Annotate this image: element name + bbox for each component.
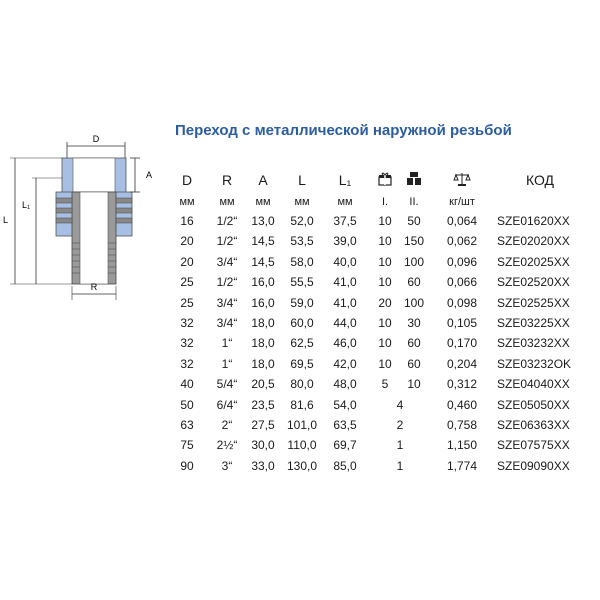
cell-l: 80,0 — [290, 377, 314, 392]
unit-d: мм — [179, 196, 195, 208]
cell-p1: 10 — [378, 356, 392, 371]
cell-pmid: 1 — [396, 438, 404, 453]
cell-l1: 42,0 — [333, 356, 357, 371]
cell-code: SZE07575XX — [497, 438, 570, 453]
cell-w: 0,066 — [446, 275, 478, 290]
cell-code: SZE02520XX — [497, 275, 570, 290]
label-l1: L₁ — [22, 200, 31, 210]
cell-a: 18,0 — [251, 315, 275, 330]
cell-w: 0,204 — [446, 356, 478, 371]
cell-d: 75 — [180, 438, 194, 453]
cell-r: 3/4“ — [216, 295, 238, 310]
cell-p1: 10 — [378, 275, 392, 290]
cell-d: 20 — [180, 234, 194, 249]
cell-a: 16,0 — [251, 275, 275, 290]
cell-p1: 20 — [378, 295, 392, 310]
cell-l: 53,5 — [290, 234, 314, 249]
col-header-a: A — [258, 172, 268, 188]
table-row — [0, 275, 600, 295]
cell-d: 25 — [180, 295, 194, 310]
table-row — [0, 438, 600, 458]
col-header-d: D — [181, 172, 193, 188]
cell-l1: 40,0 — [333, 254, 357, 269]
cell-r: 1“ — [221, 336, 233, 351]
cell-w: 0,170 — [446, 336, 478, 351]
scale-icon — [447, 172, 477, 189]
cell-w: 1,774 — [446, 458, 478, 473]
cell-l1: 63,5 — [333, 417, 357, 432]
data-table — [0, 214, 600, 479]
cell-r: 3/4“ — [216, 315, 238, 330]
cell-code: SZE05050XX — [497, 397, 570, 412]
label-a: A — [146, 170, 153, 180]
cell-l: 59,0 — [290, 295, 314, 310]
cell-l: 58,0 — [290, 254, 314, 269]
unit-pack-inner: I. — [381, 196, 389, 208]
table-row — [0, 255, 600, 275]
col-header-l: L — [298, 172, 306, 188]
unit-weight: кг/шт — [449, 196, 475, 208]
cell-r: 3/4“ — [216, 254, 238, 269]
cell-w: 0,312 — [446, 377, 478, 392]
cell-r: 1/2“ — [216, 234, 238, 249]
cell-l1: 85,0 — [333, 458, 357, 473]
cell-code: SZE03232OK — [497, 356, 572, 371]
cell-a: 27,5 — [251, 417, 275, 432]
cell-d: 40 — [180, 377, 194, 392]
cell-pmid: 4 — [396, 397, 404, 412]
cell-l1: 41,0 — [333, 275, 357, 290]
cell-code: SZE02020XX — [497, 234, 570, 249]
gift-box-icon — [374, 172, 396, 189]
cell-p2: 100 — [403, 295, 425, 310]
cell-d: 32 — [180, 356, 194, 371]
cell-w: 0,105 — [446, 315, 478, 330]
table-row — [0, 214, 600, 234]
cell-a: 13,0 — [251, 214, 275, 228]
cell-code: SZE02525XX — [497, 295, 570, 310]
cell-a: 30,0 — [251, 438, 275, 453]
cell-code: SZE06363XX — [497, 417, 570, 432]
cell-code: SZE02025XX — [497, 254, 570, 269]
table-row — [0, 459, 600, 479]
cell-p2: 10 — [407, 377, 421, 392]
table-row — [0, 316, 600, 336]
cell-l: 52,0 — [290, 214, 314, 228]
cell-a: 14,5 — [251, 254, 275, 269]
cell-d: 63 — [180, 417, 194, 432]
cell-w: 0,758 — [446, 417, 478, 432]
cell-r: 2“ — [221, 417, 233, 432]
cell-d: 32 — [180, 315, 194, 330]
table-row — [0, 296, 600, 316]
cell-d: 20 — [180, 254, 194, 269]
label-l: L — [3, 215, 9, 225]
cell-r: 5/4“ — [216, 377, 238, 392]
table-row — [0, 398, 600, 418]
cell-pmid: 1 — [396, 458, 404, 473]
page-title: Переход с металлической наружной резьбой — [175, 122, 512, 139]
cell-l: 69,5 — [290, 356, 314, 371]
unit-pack-outer: II. — [409, 196, 419, 208]
label-d: D — [92, 134, 100, 144]
cell-l: 60,0 — [290, 315, 314, 330]
cell-p2: 100 — [403, 254, 425, 269]
cell-r: 1/2“ — [216, 275, 238, 290]
cell-pmid: 2 — [396, 417, 404, 432]
unit-r: мм — [219, 196, 235, 208]
cell-p2: 50 — [407, 214, 421, 228]
cell-code: SZE04040XX — [497, 377, 570, 392]
cell-p1: 10 — [378, 336, 392, 351]
cell-a: 16,0 — [251, 295, 275, 310]
cell-l1: 46,0 — [333, 336, 357, 351]
table-row — [0, 357, 600, 377]
cell-code: SZE03225XX — [497, 315, 570, 330]
cell-l: 101,0 — [287, 417, 318, 432]
cell-l1: 37,5 — [333, 214, 357, 228]
table-row — [0, 234, 600, 254]
cell-l: 81,6 — [290, 397, 314, 412]
cell-w: 1,150 — [446, 438, 478, 453]
cell-p1: 10 — [378, 214, 392, 228]
cell-l1: 39,0 — [333, 234, 357, 249]
cell-p2: 60 — [407, 336, 421, 351]
cell-l1: 48,0 — [333, 377, 357, 392]
unit-l: мм — [294, 196, 310, 208]
cell-w: 0,064 — [446, 214, 478, 228]
cell-r: 6/4“ — [216, 397, 238, 412]
cell-a: 18,0 — [251, 356, 275, 371]
cell-a: 23,5 — [251, 397, 275, 412]
cell-l: 110,0 — [287, 438, 317, 453]
cell-p1: 10 — [378, 315, 392, 330]
cell-code: SZE09090XX — [497, 458, 570, 473]
cell-w: 0,098 — [446, 295, 478, 310]
table-row — [0, 418, 600, 438]
cell-code: SZE01620XX — [497, 214, 570, 228]
cell-l: 130,0 — [287, 458, 318, 473]
cell-r: 1“ — [221, 356, 233, 371]
cell-code: SZE03232XX — [497, 336, 570, 351]
table-row — [0, 377, 600, 397]
cell-l1: 41,0 — [333, 295, 357, 310]
cell-l1: 44,0 — [333, 315, 357, 330]
cell-d: 90 — [180, 458, 194, 473]
cell-p2: 30 — [407, 315, 421, 330]
cell-a: 18,0 — [251, 336, 275, 351]
cell-d: 50 — [180, 397, 194, 412]
col-header-code: КОД — [525, 172, 555, 188]
cell-p2: 150 — [403, 234, 425, 249]
label-r: R — [90, 282, 98, 292]
cell-p1: 10 — [378, 234, 392, 249]
cell-w: 0,460 — [446, 397, 478, 412]
cell-l: 62,5 — [290, 336, 314, 351]
cell-a: 20,5 — [251, 377, 275, 392]
cell-r: 2½“ — [216, 438, 238, 453]
cell-r: 1/2“ — [216, 214, 238, 228]
cell-l1: 69,7 — [333, 438, 357, 453]
col-header-r: R — [221, 172, 233, 188]
cell-r: 3“ — [221, 458, 233, 473]
col-header-l1: L₁ — [338, 172, 352, 188]
cell-d: 32 — [180, 336, 194, 351]
cell-a: 33,0 — [251, 458, 275, 473]
cell-p1: 5 — [381, 377, 389, 392]
cell-a: 14,5 — [251, 234, 275, 249]
cell-p2: 60 — [407, 356, 421, 371]
boxes-icon — [403, 172, 425, 189]
cell-p1: 10 — [378, 254, 392, 269]
cell-d: 25 — [180, 275, 194, 290]
cell-w: 0,062 — [446, 234, 478, 249]
unit-a: мм — [255, 196, 271, 208]
cell-p2: 60 — [407, 275, 421, 290]
cell-w: 0,096 — [446, 254, 478, 269]
table-row — [0, 336, 600, 356]
cell-d: 16 — [180, 214, 194, 228]
unit-l1: мм — [337, 196, 353, 208]
cell-l1: 54,0 — [333, 397, 357, 412]
cell-l: 55,5 — [290, 275, 314, 290]
